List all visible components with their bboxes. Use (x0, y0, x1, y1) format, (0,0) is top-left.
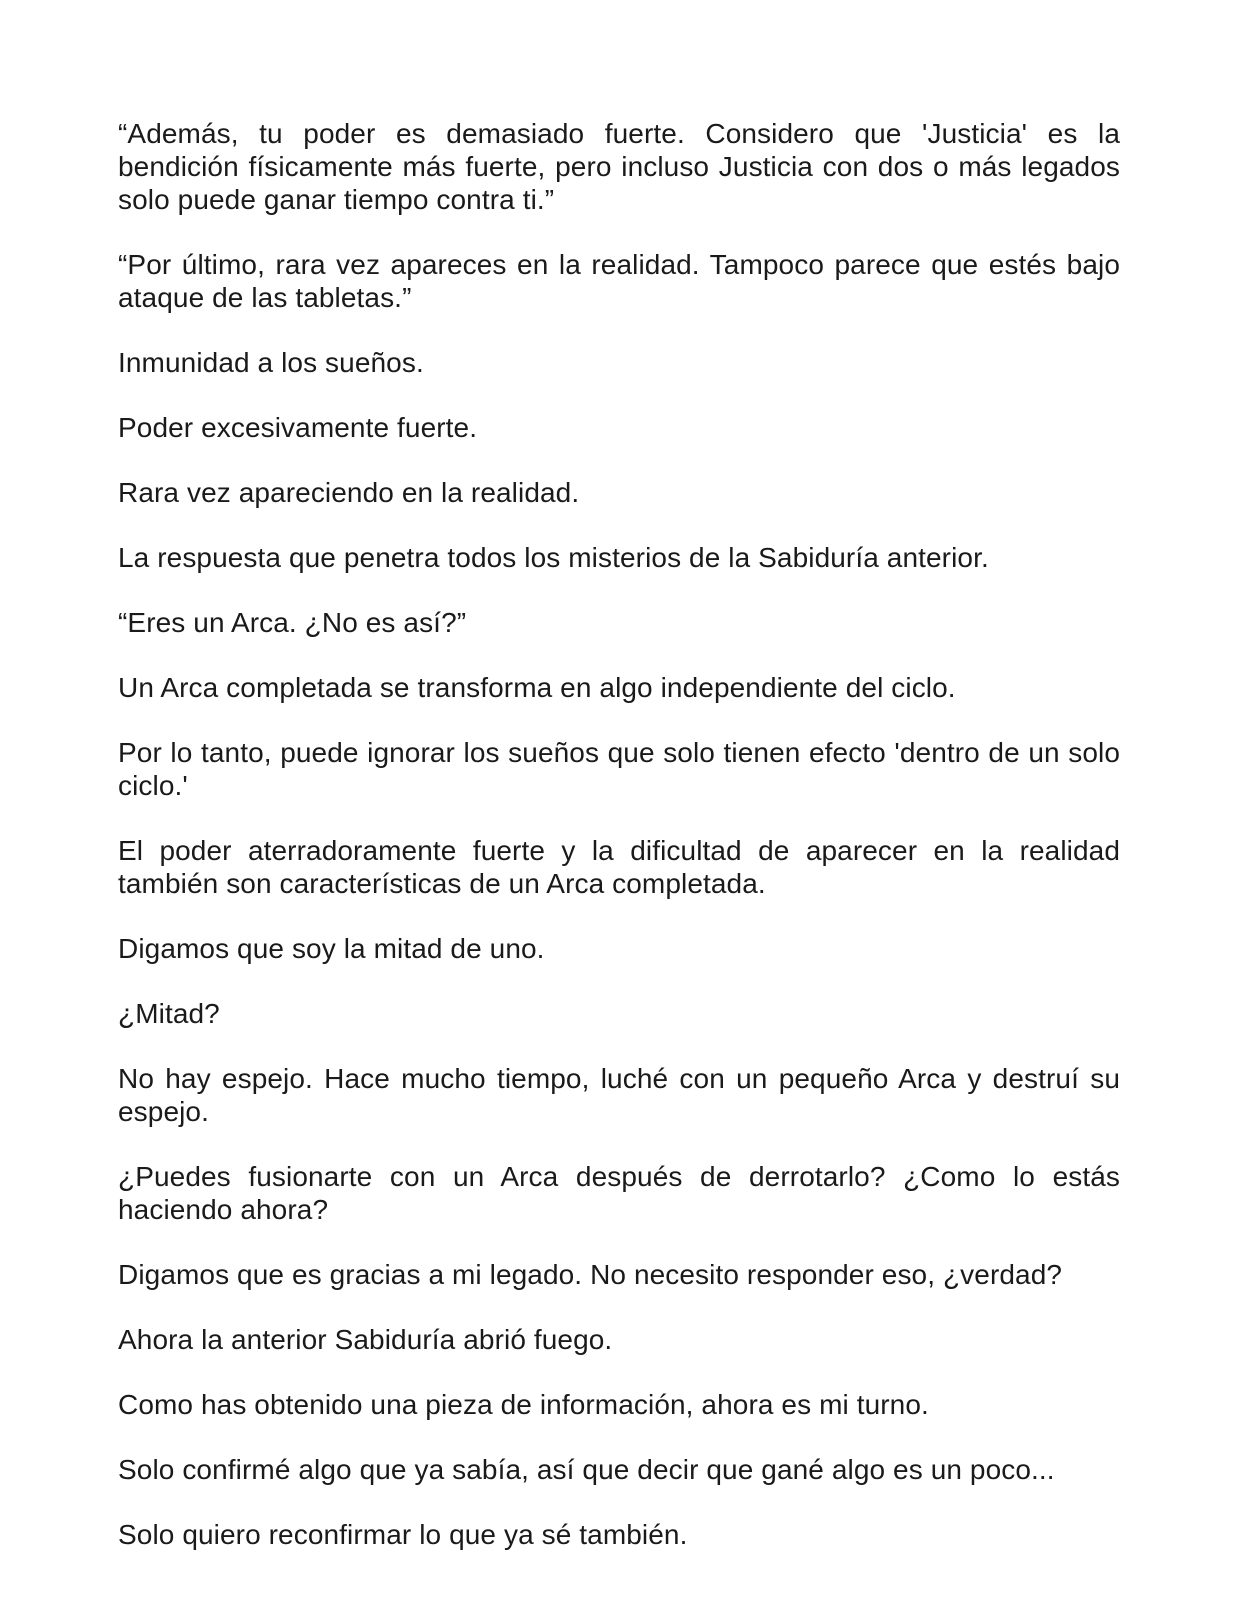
paragraph: La respuesta que penetra todos los misterios de la Sabiduría anterior. (118, 542, 989, 573)
paragraph: Solo quiero reconfirmar lo que ya sé también. (118, 1519, 688, 1550)
paragraph: Digamos que es gracias a mi legado. No necesito responder eso, ¿verdad? (118, 1259, 1063, 1290)
paragraph: “Además, tu poder es demasiado fuerte. Considero que 'Justicia' es la bendición físicamente más fuerte, pero incluso Justicia con dos o más legados solo puede ganar tiempo contra ti.” (118, 118, 1120, 215)
paragraph: ¿Puedes fusionarte con un Arca después de derrotarlo? ¿Como lo estás haciendo ahora? (118, 1161, 1120, 1225)
paragraph: Ahora la anterior Sabiduría abrió fuego. (118, 1324, 613, 1355)
paragraph: Como has obtenido una pieza de información, ahora es mi turno. (118, 1389, 929, 1420)
document-body (118, 117, 1120, 1583)
paragraph: Rara vez apareciendo en la realidad. (118, 477, 580, 508)
paragraph: El poder aterradoramente fuerte y la dificultad de aparecer en la realidad también son características de un Arca completada. (118, 835, 1120, 899)
paragraph: No hay espejo. Hace mucho tiempo, luché con un pequeño Arca y destruí su espejo. (118, 1063, 1120, 1127)
paragraph: “Eres un Arca. ¿No es así?” (118, 607, 467, 638)
paragraph: Por lo tanto, puede ignorar los sueños que solo tienen efecto 'dentro de un solo ciclo.' (118, 737, 1120, 801)
paragraph: Poder excesivamente fuerte. (118, 412, 478, 443)
paragraph: “Por último, rara vez apareces en la realidad. Tampoco parece que estés bajo ataque de las tabletas.” (118, 249, 1120, 313)
paragraph: Inmunidad a los sueños. (118, 347, 424, 378)
paragraph: Digamos que soy la mitad de uno. (118, 933, 545, 964)
paragraph: Un Arca completada se transforma en algo independiente del ciclo. (118, 672, 956, 703)
paragraph: ¿Mitad? (118, 998, 220, 1029)
paragraph: Solo confirmé algo que ya sabía, así que decir que gané algo es un poco... (118, 1454, 1055, 1485)
